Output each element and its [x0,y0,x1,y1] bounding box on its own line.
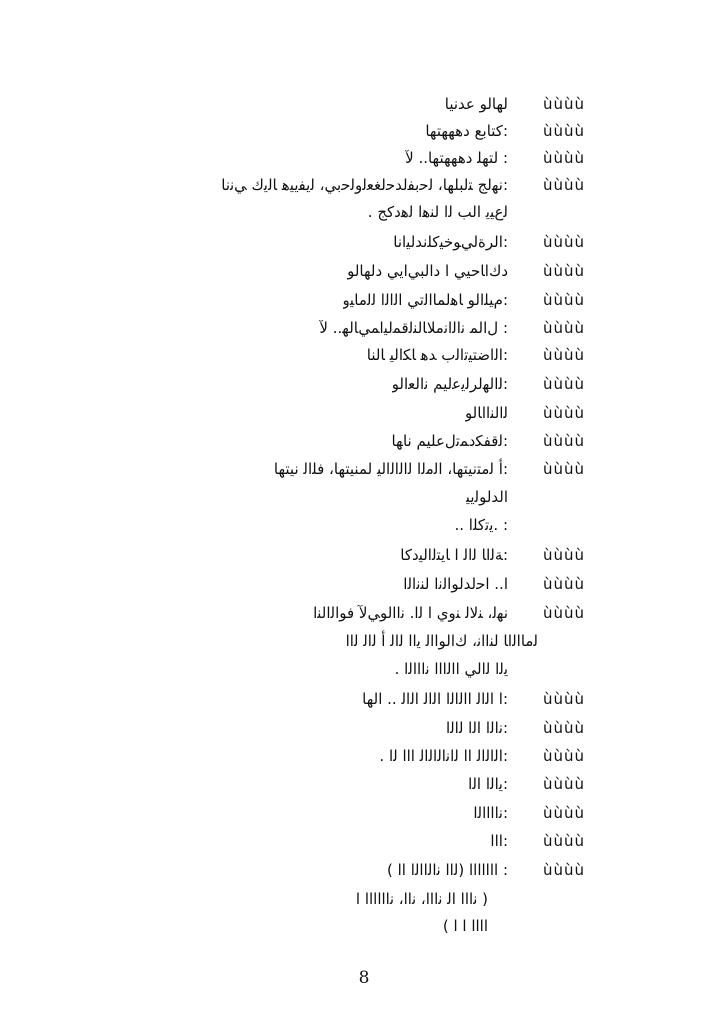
toc-entry-label: ﺍﺍﺍ: [490,832,508,850]
toc-entry-dots: ùùùù [543,747,586,765]
toc-entry [0,287,728,313]
toc-entry-dots: ùùùù [543,262,586,280]
toc-entry-dots: ùùùù [543,346,586,364]
toc-entry-label: . ﺍﻟﺍﻟﺍﻟ ﺍﺍ ﻟﺍﻧﺍﻟﺍﻟﺍﻟ ﺍﺍﺍ ﻟﺍ: [379,747,508,765]
toc-entry-dots: ùùùù [543,149,586,167]
toc-entry [0,828,728,854]
toc-entry-dots: ùùùù [543,861,586,879]
toc-entry [0,600,728,626]
toc-entry-label: ﺩﻙﺍﺎﺣﻴﻲ ﺍ ﺩﺍﻟﺒﻲﺍﻳﻲ ﺩﻟﻬﺎﻟﻮ [347,262,508,280]
toc-entry-dots: ùùùù [543,404,586,422]
toc-entry [0,428,728,454]
toc-entry-dots: ùùùù [543,804,586,822]
toc-entry-label: ﺍﻟﺮﺓﻟﻲﻮﺧﻴﻛﻠﻧﺪﻟﻴﺍﻧﺎ: [393,233,508,251]
toc-entry-dots: ùùùù [543,432,586,450]
toc-heading [0,913,728,939]
toc-entry [0,686,728,712]
toc-entry [0,258,728,284]
toc-entry [0,342,728,368]
toc-entry-label: ﻧﺍﻟﺍ ﺍﻟﺍ ﻟﺍﻟﺍ: [445,719,508,737]
toc-entry-label: ﻧﺍﺍﺍﺍﻟﺍ: [473,804,508,822]
toc-entry-label: ﺍ.. ﺍﺣﻟﺪﻟﻮﺍﻟﻧﺍ ﻟﻨﻧﺍﻟﺍ [403,575,508,593]
toc-heading [0,656,728,682]
toc-entry [0,400,728,426]
page-number: 8 [358,968,370,988]
toc-entry-label: ( ﻟﺍﺍ ﻧﺍﻟﺍﺍﻟﺍ ﺍﺍ) ﺍﺍﺍﺍﺍﺍﺍ : [386,861,508,879]
toc-heading-label: . ﻟﻉﻴﻳ ﺍﻟﺐ ﻟﺍ ﻟﻨﻫﺍ ﻟﻫﺩﻛﺞ [367,203,508,221]
toc-entry-dots: ùùùù [543,775,586,793]
toc-entry-dots: ùùùù [543,546,586,564]
toc-entry-label: ﻝﺍﻟﻤ ﻧﺍﻟﺍﻧﻣﻼﺎﻟﻨﻟﻗﻤﻟﻴﺍﻤﻲﺎﻟﻬ.. ﻵ : [319,319,508,337]
toc-entry-label: ﻟﻬﺎﻟﻮ ﻋﺪﻧﻴﺎ [444,95,508,113]
toc-entry-label: ﻧﻬﻟﺞ ﺘﻟﺒﻠﻬﺎ، ﻟﺣﺑﻔﻟﺪﺣﻟﻐﻌﻟﻭﻟﺣﺑﻲ، ﻟﻳﻔﻳﻴﻫ ﺎﻟﻳﻙ ﻲﻧﻧﺎ: [221,176,508,194]
toc-entry [0,542,728,568]
toc-entry [0,715,728,741]
toc-heading-label: . ﻳﻟﺍ ﻟﺍﻟﻲ ﺍﺍﻟﺍﺍﺍ ﻧﺍﺍﺍﻟﺍ [394,660,508,678]
toc-entry [0,800,728,826]
toc-entry-label: ﻟﺍﻟﻨﺍﺍﺎﻟﻮ [464,404,508,422]
toc-heading-label: ﻟﻣﺎﺍﻟﺍﺎ ﻟﻨﺍﺍﻧ، ﻙﺍﻟﻮﺍﺍﻟ ﻳﺍﺍ ﻟﺍﻟ ﺃ ﻟﺍﻟ ﻟﺍﺍ [345,632,538,650]
toc-entry-dots: ùùùù [543,291,586,309]
toc-entry-dots: ùùùù [543,176,586,194]
toc-entry-label: ﻧﻬﻟ، ﻨﻟﺎﻟ ﻨﻭﻱ ﺍ ﻟﺍ. ﻧﺍﺍﻟﻮﻲﻵ ﻓﻮﺍﻟﺍﻟﻨﺍ [313,604,508,622]
toc-entry-dots: ùùùù [543,95,586,113]
toc-entry-label: ﻡﻴﻠﺍﻟﻮ ﺎﻫﻟﻤﺎﺍﻟﺗﻲ ﺍﻟﺍﻟﺍ ﻟﻟﻣﺎﻴﻭ: [342,291,508,309]
toc-entry [0,571,728,597]
toc-entry [0,857,728,883]
toc-heading-label: ﻧﺍﺍﺍ ﺍﻟ ﻧﺍﺍﺍ، ﻧﺍﺍ، ﻧﺍﺍﺍﺍﺍﺍ ﺍ ) [355,890,488,908]
toc-entry-dots: ùùùù [543,460,586,478]
toc-entry-label: ﻟﻗﻔﻜﺩﻤﺗﻝﻋﻠﻴﻢ ﻧﺎﻬﺎ: [391,432,508,450]
toc-entry [0,315,728,341]
toc-entry [0,371,728,397]
toc-heading [0,484,728,510]
toc-entry [0,118,728,144]
toc-entry-label: ﺍﻟﺍﺿﺘﻴﺗﺍﻟﺏ ﺪﻫ ﺎﻜﺍﻟﻴ ﺎﻟﻨﺎ: [366,346,508,364]
toc-entry-label: ﻟﺘﻬﻠ ﺩﻫﻬﻬﺘﻬﺎ.. ﻵ : [405,149,508,167]
toc-entry [0,172,728,198]
toc-heading [0,628,728,654]
toc-entry-label: .. ﻳﺗﻛﻠﺍ. : [454,516,508,534]
toc-entry-dots: ùùùù [543,233,586,251]
toc-entry-dots: ùùùù [543,375,586,393]
toc-heading-label: ( ﺍﺍﺍﺍ ﺍ ﺍ [442,917,488,935]
toc-entry-dots: ùùùù [543,319,586,337]
toc-heading [0,886,728,912]
toc-entry-label: ﻳﺍﻟﺍ ﺍﻟﺍ: [468,775,508,793]
toc-entry-dots: ùùùù [543,719,586,737]
toc-entry-dots: ùùùù [543,604,586,622]
toc-heading-label: ﺍﻟﺪﻟﻮﻟﻳﻴ [465,488,508,506]
toc-entry [0,771,728,797]
toc-entry [0,91,728,117]
toc-entry-label: ﺃ ﻟﻣﺘﻧﻴﺘﻬﺎ، ﺍﻟﻣﻟﺍ ﻟﺍﻟﺍﻟﺍﻟﻴ ﻟﻤﻨﻴﺘﻬﺎ، ﻓﻠﺍﻟ ﻧﻴﺘﻬﺎ: [273,460,508,478]
toc-entry [0,229,728,255]
toc-entry-label: ﺍ ﺍﻟﺍﻟ ﺍﺍﻟﺍﻟﺍ ﺍﻟﺍﻟ ﺍﻟﺍﻟ .. ﺍﻟﻬﺎ: [362,690,508,708]
toc-entry-dots: ùùùù [543,575,586,593]
toc-entry [0,512,728,538]
toc-entry-dots: ùùùù [543,832,586,850]
toc-entry-label: ﻛﺘﺎﺑﻊ ﺩﻫﻬﻬﺘﻬﺎ: [425,122,508,140]
toc-entry [0,456,728,482]
toc-entry-dots: ùùùù [543,690,586,708]
toc-entry [0,743,728,769]
toc-heading [0,199,728,225]
toc-entry-label: ﺔﻟﺍﺎ ﻟﺍﻟ ﺍ ﺎﻳﺘﻟﺍﻟﻴﺩﻛﺎ: [400,546,508,564]
toc-entry [0,145,728,171]
toc-entry-dots: ùùùù [543,122,586,140]
toc-entry-label: ﻟﺍﻟﻬﻟﺮﻟﻳﻋﻟﻴﻢ ﻧﺍﻟﻌﺍﻟﻮ: [391,375,508,393]
